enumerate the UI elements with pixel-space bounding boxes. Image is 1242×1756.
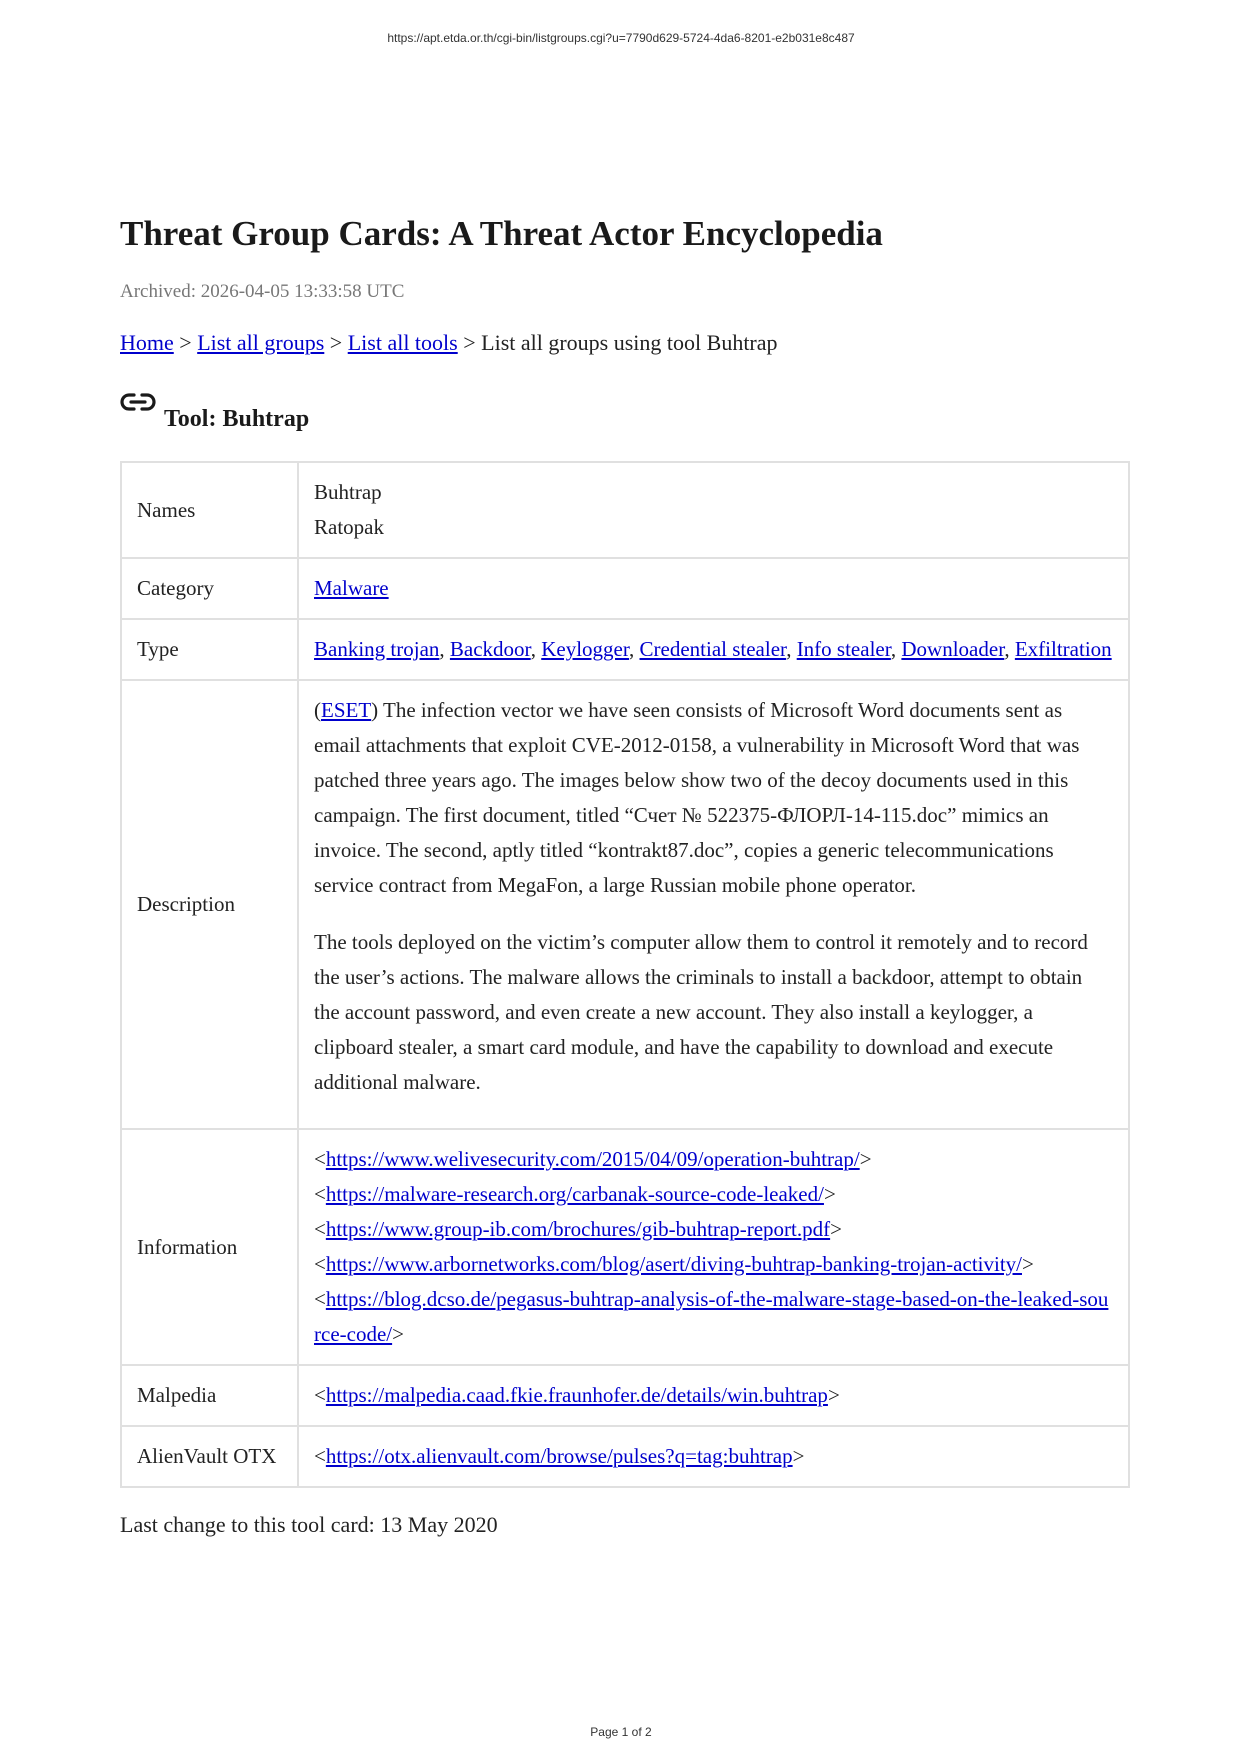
- description-text: ) The infection vector we have seen consists of Microsoft Word documents sent as email attachments that exploit CVE-2012-0158, a vulnerability in Microsoft Word that was patched three years ago. The images below show two of the decoy documents used in this campaign. The first document, titled “Счет № 522375-ФЛОРЛ-14-115.doc” mimics an invoice. The second, aptly titled “kontrakt87.doc”, copies a generic telecommunications service contract from MegaFon, a large Russian mobile phone operator.: [314, 698, 1080, 897]
- breadcrumb-groups-link[interactable]: List all groups: [197, 330, 325, 355]
- information-link-line: [314, 1247, 1113, 1282]
- information-label: Information: [121, 1129, 298, 1365]
- table-row-information: [121, 1129, 1129, 1365]
- type-label: Type: [121, 619, 298, 680]
- type-value: [298, 619, 1129, 680]
- description-value: [298, 680, 1129, 1129]
- angle-close: >: [1022, 1252, 1034, 1276]
- information-link[interactable]: https://www.group-ib.com/brochures/gib-buhtrap-report.pdf: [325, 1217, 831, 1241]
- type-link[interactable]: Credential stealer: [639, 637, 787, 661]
- archived-timestamp: Archived: 2026-04-05 13:33:58 UTC: [120, 281, 405, 302]
- table-row-otx: [121, 1426, 1129, 1487]
- type-separator: ,: [890, 637, 902, 661]
- information-link-line: [314, 1212, 1113, 1247]
- name-item: Ratopak: [314, 515, 384, 539]
- information-link[interactable]: https://blog.dcso.de/pegasus-buhtrap-analysis-of-the-malware-stage-based-on-the-leaked-source-code/: [314, 1287, 1109, 1346]
- breadcrumb-separator: >: [457, 330, 482, 355]
- angle-close: >: [827, 1383, 840, 1407]
- page-title: Threat Group Cards: A Threat Actor Encyclopedia: [120, 214, 883, 253]
- angle-close: >: [830, 1217, 842, 1241]
- description-source-link[interactable]: ESET: [321, 698, 372, 722]
- tool-info-table: [120, 461, 1130, 1488]
- malpedia-label: Malpedia: [121, 1365, 298, 1426]
- description-label: Description: [121, 680, 298, 1129]
- angle-open: <: [314, 1182, 326, 1206]
- tool-heading: [120, 394, 1130, 435]
- table-row-malpedia: [121, 1365, 1129, 1426]
- type-separator: ,: [1004, 637, 1015, 661]
- description-paragraph: [314, 693, 1113, 903]
- breadcrumb-separator: >: [173, 330, 198, 355]
- category-label: Category: [121, 558, 298, 619]
- breadcrumb-home-link[interactable]: Home: [120, 330, 174, 355]
- otx-value: [298, 1426, 1129, 1487]
- link-icon: [120, 391, 156, 413]
- malpedia-value: [298, 1365, 1129, 1426]
- category-value: [298, 558, 1129, 619]
- otx-label: AlienVault OTX: [121, 1426, 298, 1487]
- main-content: [120, 210, 1130, 1540]
- page-number: Page 1 of 2: [590, 1725, 652, 1739]
- type-link[interactable]: Backdoor: [449, 637, 531, 661]
- table-row-names: [121, 462, 1129, 558]
- type-separator: ,: [439, 637, 450, 661]
- angle-open: <: [314, 1287, 326, 1311]
- paren-open: (: [314, 698, 321, 722]
- breadcrumb-tools-link[interactable]: List all tools: [347, 330, 458, 355]
- names-label: Names: [121, 462, 298, 558]
- breadcrumb-current: List all groups using tool Buhtrap: [481, 330, 778, 355]
- otx-link[interactable]: https://otx.alienvault.com/browse/pulses?q=tag:buhtrap: [325, 1444, 793, 1468]
- page-url-header: https://apt.etda.or.th/cgi-bin/listgroups.cgi?u=7790d629-5724-4da6-8201-e2b031e8c487: [387, 31, 855, 45]
- type-separator: ,: [629, 637, 640, 661]
- tool-title: Tool: Buhtrap: [164, 406, 310, 432]
- breadcrumb: [120, 328, 1130, 358]
- name-item: Buhtrap: [314, 480, 382, 504]
- information-link-line: [314, 1177, 1113, 1212]
- information-value: [298, 1129, 1129, 1365]
- type-link[interactable]: Keylogger: [541, 637, 630, 661]
- table-row-description: [121, 680, 1129, 1129]
- information-link[interactable]: https://malware-research.org/carbanak-source-code-leaked/: [325, 1182, 824, 1206]
- information-link[interactable]: https://www.arbornetworks.com/blog/asert/diving-buhtrap-banking-trojan-activity/: [325, 1252, 1022, 1276]
- table-row-type: [121, 619, 1129, 680]
- description-paragraph: The tools deployed on the victim’s computer allow them to control it remotely and to record the user’s actions. The malware allows the criminals to install a backdoor, attempt to obtain the account password, and even create a new account. They also install a keylogger, a clipboard stealer, a smart card module, and have the capability to download and execute additional malware.: [314, 930, 1088, 1094]
- type-link[interactable]: Exfiltration: [1014, 637, 1112, 661]
- angle-open: <: [314, 1147, 326, 1171]
- angle-open: <: [314, 1252, 326, 1276]
- breadcrumb-separator: >: [324, 330, 348, 355]
- type-link[interactable]: Info stealer: [796, 637, 891, 661]
- angle-close: >: [392, 1322, 404, 1346]
- angle-close: >: [792, 1444, 805, 1468]
- angle-close: >: [859, 1147, 872, 1171]
- names-value: [298, 462, 1129, 558]
- last-change-text: Last change to this tool card: 13 May 2020: [120, 1512, 498, 1537]
- angle-open: <: [314, 1217, 326, 1241]
- angle-open: <: [314, 1444, 326, 1468]
- malpedia-link[interactable]: https://malpedia.caad.fkie.fraunhofer.de/details/win.buhtrap: [325, 1383, 828, 1407]
- category-link[interactable]: Malware: [314, 576, 389, 600]
- information-link[interactable]: https://www.welivesecurity.com/2015/04/09/operation-buhtrap/: [325, 1147, 860, 1171]
- type-link[interactable]: Banking trojan: [314, 637, 440, 661]
- table-row-category: [121, 558, 1129, 619]
- information-link-line: [314, 1282, 1113, 1352]
- angle-close: >: [823, 1182, 836, 1206]
- type-separator: ,: [786, 637, 797, 661]
- type-link[interactable]: Downloader: [901, 637, 1005, 661]
- type-separator: ,: [530, 637, 542, 661]
- information-link-line: [314, 1142, 1113, 1177]
- angle-open: <: [314, 1383, 326, 1407]
